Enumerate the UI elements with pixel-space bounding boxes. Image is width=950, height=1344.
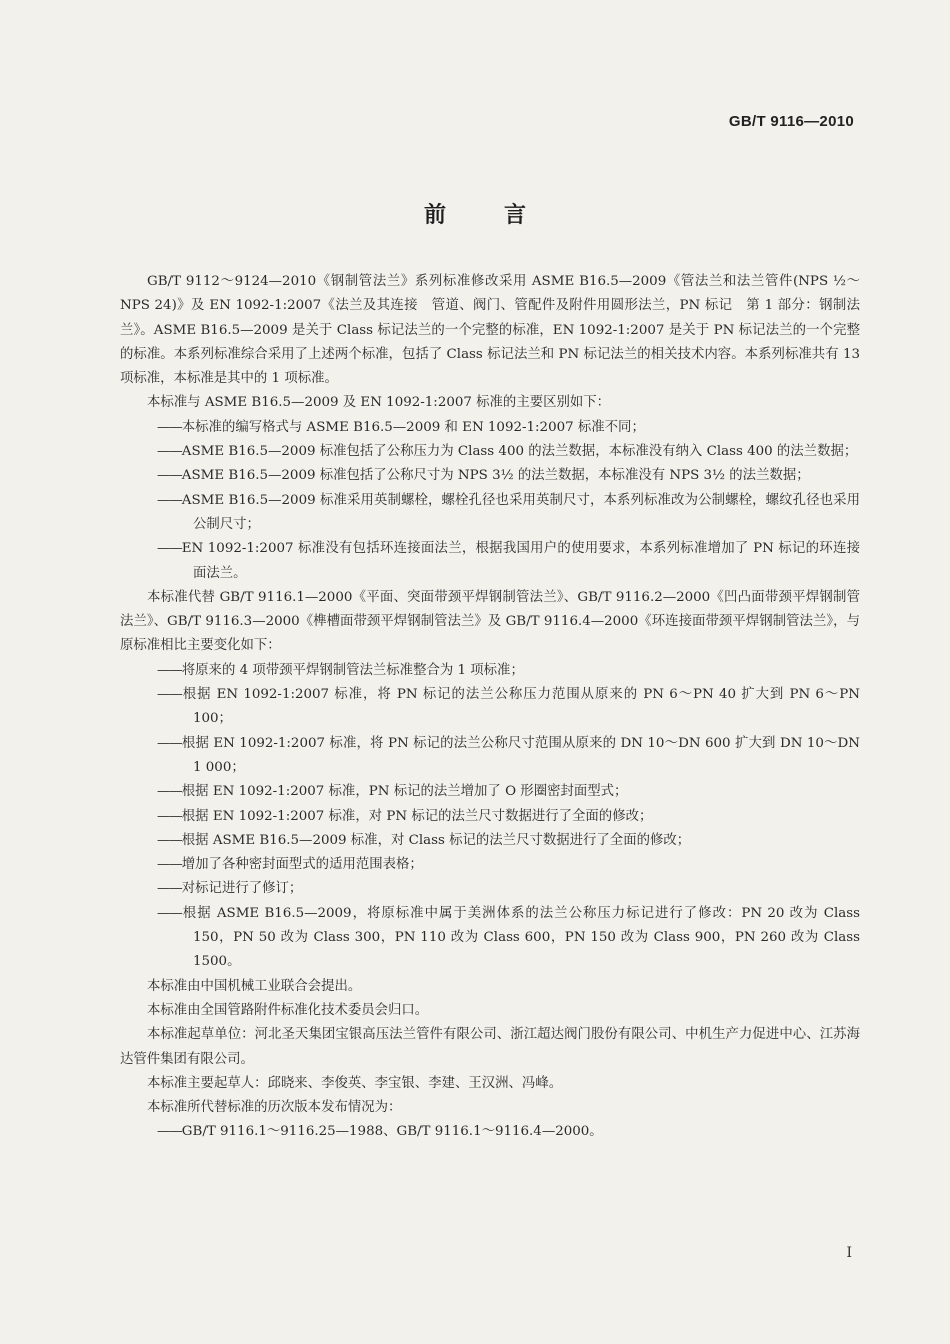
dash-list-item xyxy=(120,853,860,877)
dash-list-item xyxy=(120,877,860,901)
paragraph xyxy=(120,270,860,391)
dash-list-item xyxy=(120,780,860,804)
paragraph-text: 本标准的编写格式与 ASME B16.5—2009 和 EN 1092-1:2007 标准不同； xyxy=(181,419,645,435)
paragraph-text: GB/T 9112～9124—2010《钢制管法兰》系列标准修改采用 ASME B16.5—2009《管法兰和法兰管件(NPS ½～NPS 24)》及 EN 1092-1:2007《法兰及其连接 管道、阀门、管配件及附件用圆形法兰，PN 标记 第 1 部分：钢制法兰》。ASME B16.5—2009 是关于 Class 标记法兰的一个完整的标准，EN 1092-1:2007 是关于 PN 标记法兰的一个完整的标准。本系列标准综合采用了上述两个标准，包括了 Class 标记法兰和 PN 标记法兰的相关技术内容。本系列标准共有 13 项标准，本标准是其中的 1 项标准。 xyxy=(120,274,860,387)
dash-marker: —— xyxy=(157,735,182,751)
standard-code: GB/T 9116—2010 xyxy=(728,113,854,130)
foreword-body xyxy=(120,270,860,1145)
paragraph xyxy=(120,999,860,1023)
paragraph xyxy=(120,586,860,659)
paragraph-text: 本标准代替 GB/T 9116.1—2000《平面、突面带颈平焊钢制管法兰》、GB/T 9116.2—2000《凹凸面带颈平焊钢制管法兰》、GB/T 9116.3—2000《榫槽面带颈平焊钢制管法兰》及 GB/T 9116.4—2000《环连接面带颈平焊钢制管法兰》，与原标准相比主要变化如下： xyxy=(120,589,860,654)
paragraph-text: 根据 EN 1092-1:2007 标准，PN 标记的法兰增加了 O 形圈密封面型式； xyxy=(181,784,628,800)
paragraph-text: ASME B16.5—2009 标准采用英制螺栓，螺栓孔径也采用英制尺寸，本系列标准改为公制螺栓，螺纹孔径也采用公制尺寸； xyxy=(181,492,860,532)
dash-list-item xyxy=(120,1120,860,1144)
paragraph-text: EN 1092-1:2007 标准没有包括环连接面法兰，根据我国用户的使用要求，本系列标准增加了 PN 标记的环连接面法兰。 xyxy=(181,541,860,581)
paragraph-text: 根据 EN 1092-1:2007 标准，对 PN 标记的法兰尺寸数据进行了全面的修改； xyxy=(181,808,653,824)
dash-marker: —— xyxy=(157,687,182,703)
dash-list-item xyxy=(120,732,860,781)
paragraph-text: 本标准由全国管路附件标准化技术委员会归口。 xyxy=(147,1002,429,1018)
dash-marker: —— xyxy=(157,468,182,484)
page-number: I xyxy=(846,1245,852,1261)
dash-marker: —— xyxy=(157,541,182,557)
dash-marker: —— xyxy=(157,808,182,824)
dash-list-item xyxy=(120,829,860,853)
dash-marker: —— xyxy=(157,419,182,435)
dash-list-item xyxy=(120,464,860,488)
page-title: 前言 xyxy=(423,203,584,228)
dash-marker: —— xyxy=(157,492,182,508)
paragraph xyxy=(120,391,860,415)
paragraph-text: 本标准与 ASME B16.5—2009 及 EN 1092-1:2007 标准的主要区别如下： xyxy=(147,395,611,411)
paragraph-text: 本标准所代替标准的历次版本发布情况为： xyxy=(147,1100,402,1116)
paragraph-text: GB/T 9116.1～9116.25—1988、GB/T 9116.1～9116.4—2000。 xyxy=(181,1124,603,1140)
dash-list-item xyxy=(120,659,860,683)
paragraph-text: 本标准由中国机械工业联合会提出。 xyxy=(147,978,362,994)
paragraph-text: 根据 EN 1092-1:2007 标准，将 PN 标记的法兰公称压力范围从原来的 PN 6～PN 40 扩大到 PN 6～PN 100； xyxy=(181,687,860,727)
paragraph-text: 本标准起草单位：河北圣天集团宝银高压法兰管件有限公司、浙江超达阀门股份有限公司、中机生产力促进中心、江苏海达管件集团有限公司。 xyxy=(120,1027,860,1067)
paragraph xyxy=(120,1072,860,1096)
paragraph xyxy=(120,1023,860,1072)
dash-marker: —— xyxy=(157,1124,182,1140)
dash-marker: —— xyxy=(157,857,182,873)
dash-list-item xyxy=(120,489,860,538)
dash-marker: —— xyxy=(157,905,182,921)
dash-list-item xyxy=(120,805,860,829)
paragraph-text: 对标记进行了修订； xyxy=(181,881,303,897)
dash-marker: —— xyxy=(157,662,182,678)
paragraph-text: 将原来的 4 项带颈平焊钢制管法兰标准整合为 1 项标准； xyxy=(181,662,524,678)
paragraph-text: 根据 ASME B16.5—2009 标准，对 Class 标记的法兰尺寸数据进行了全面的修改； xyxy=(181,832,691,848)
paragraph-text: 根据 ASME B16.5—2009，将原标准中属于美洲体系的法兰公称压力标记进行了修改：PN 20 改为 Class 150，PN 50 改为 Class 300，PN 110 改为 Class 600，PN 150 改为 Class 900，PN 260 改为 Class 1500。 xyxy=(181,905,860,970)
dash-marker: —— xyxy=(157,444,182,460)
paragraph xyxy=(120,975,860,999)
dash-marker: —— xyxy=(157,832,182,848)
dash-list-item xyxy=(120,416,860,440)
paragraph-text: 本标准主要起草人：邱晓来、李俊英、李宝银、李建、王汉洲、冯峰。 xyxy=(147,1075,563,1091)
dash-list-item xyxy=(120,902,860,975)
paragraph-text: ASME B16.5—2009 标准包括了公称压力为 Class 400 的法兰数据，本标准没有纳入 Class 400 的法兰数据； xyxy=(181,444,858,460)
paragraph-text: 根据 EN 1092-1:2007 标准，将 PN 标记的法兰公称尺寸范围从原来的 DN 10～DN 600 扩大到 DN 10～DN 1 000； xyxy=(181,735,860,775)
dash-marker: —— xyxy=(157,784,182,800)
paragraph-text: ASME B16.5—2009 标准包括了公称尺寸为 NPS 3½ 的法兰数据，本标准没有 NPS 3½ 的法兰数据； xyxy=(181,468,810,484)
paragraph xyxy=(120,1096,860,1120)
dash-marker: —— xyxy=(157,881,182,897)
dash-list-item xyxy=(120,537,860,586)
paragraph-text: 增加了各种密封面型式的适用范围表格； xyxy=(181,857,423,873)
dash-list-item xyxy=(120,683,860,732)
dash-list-item xyxy=(120,440,860,464)
